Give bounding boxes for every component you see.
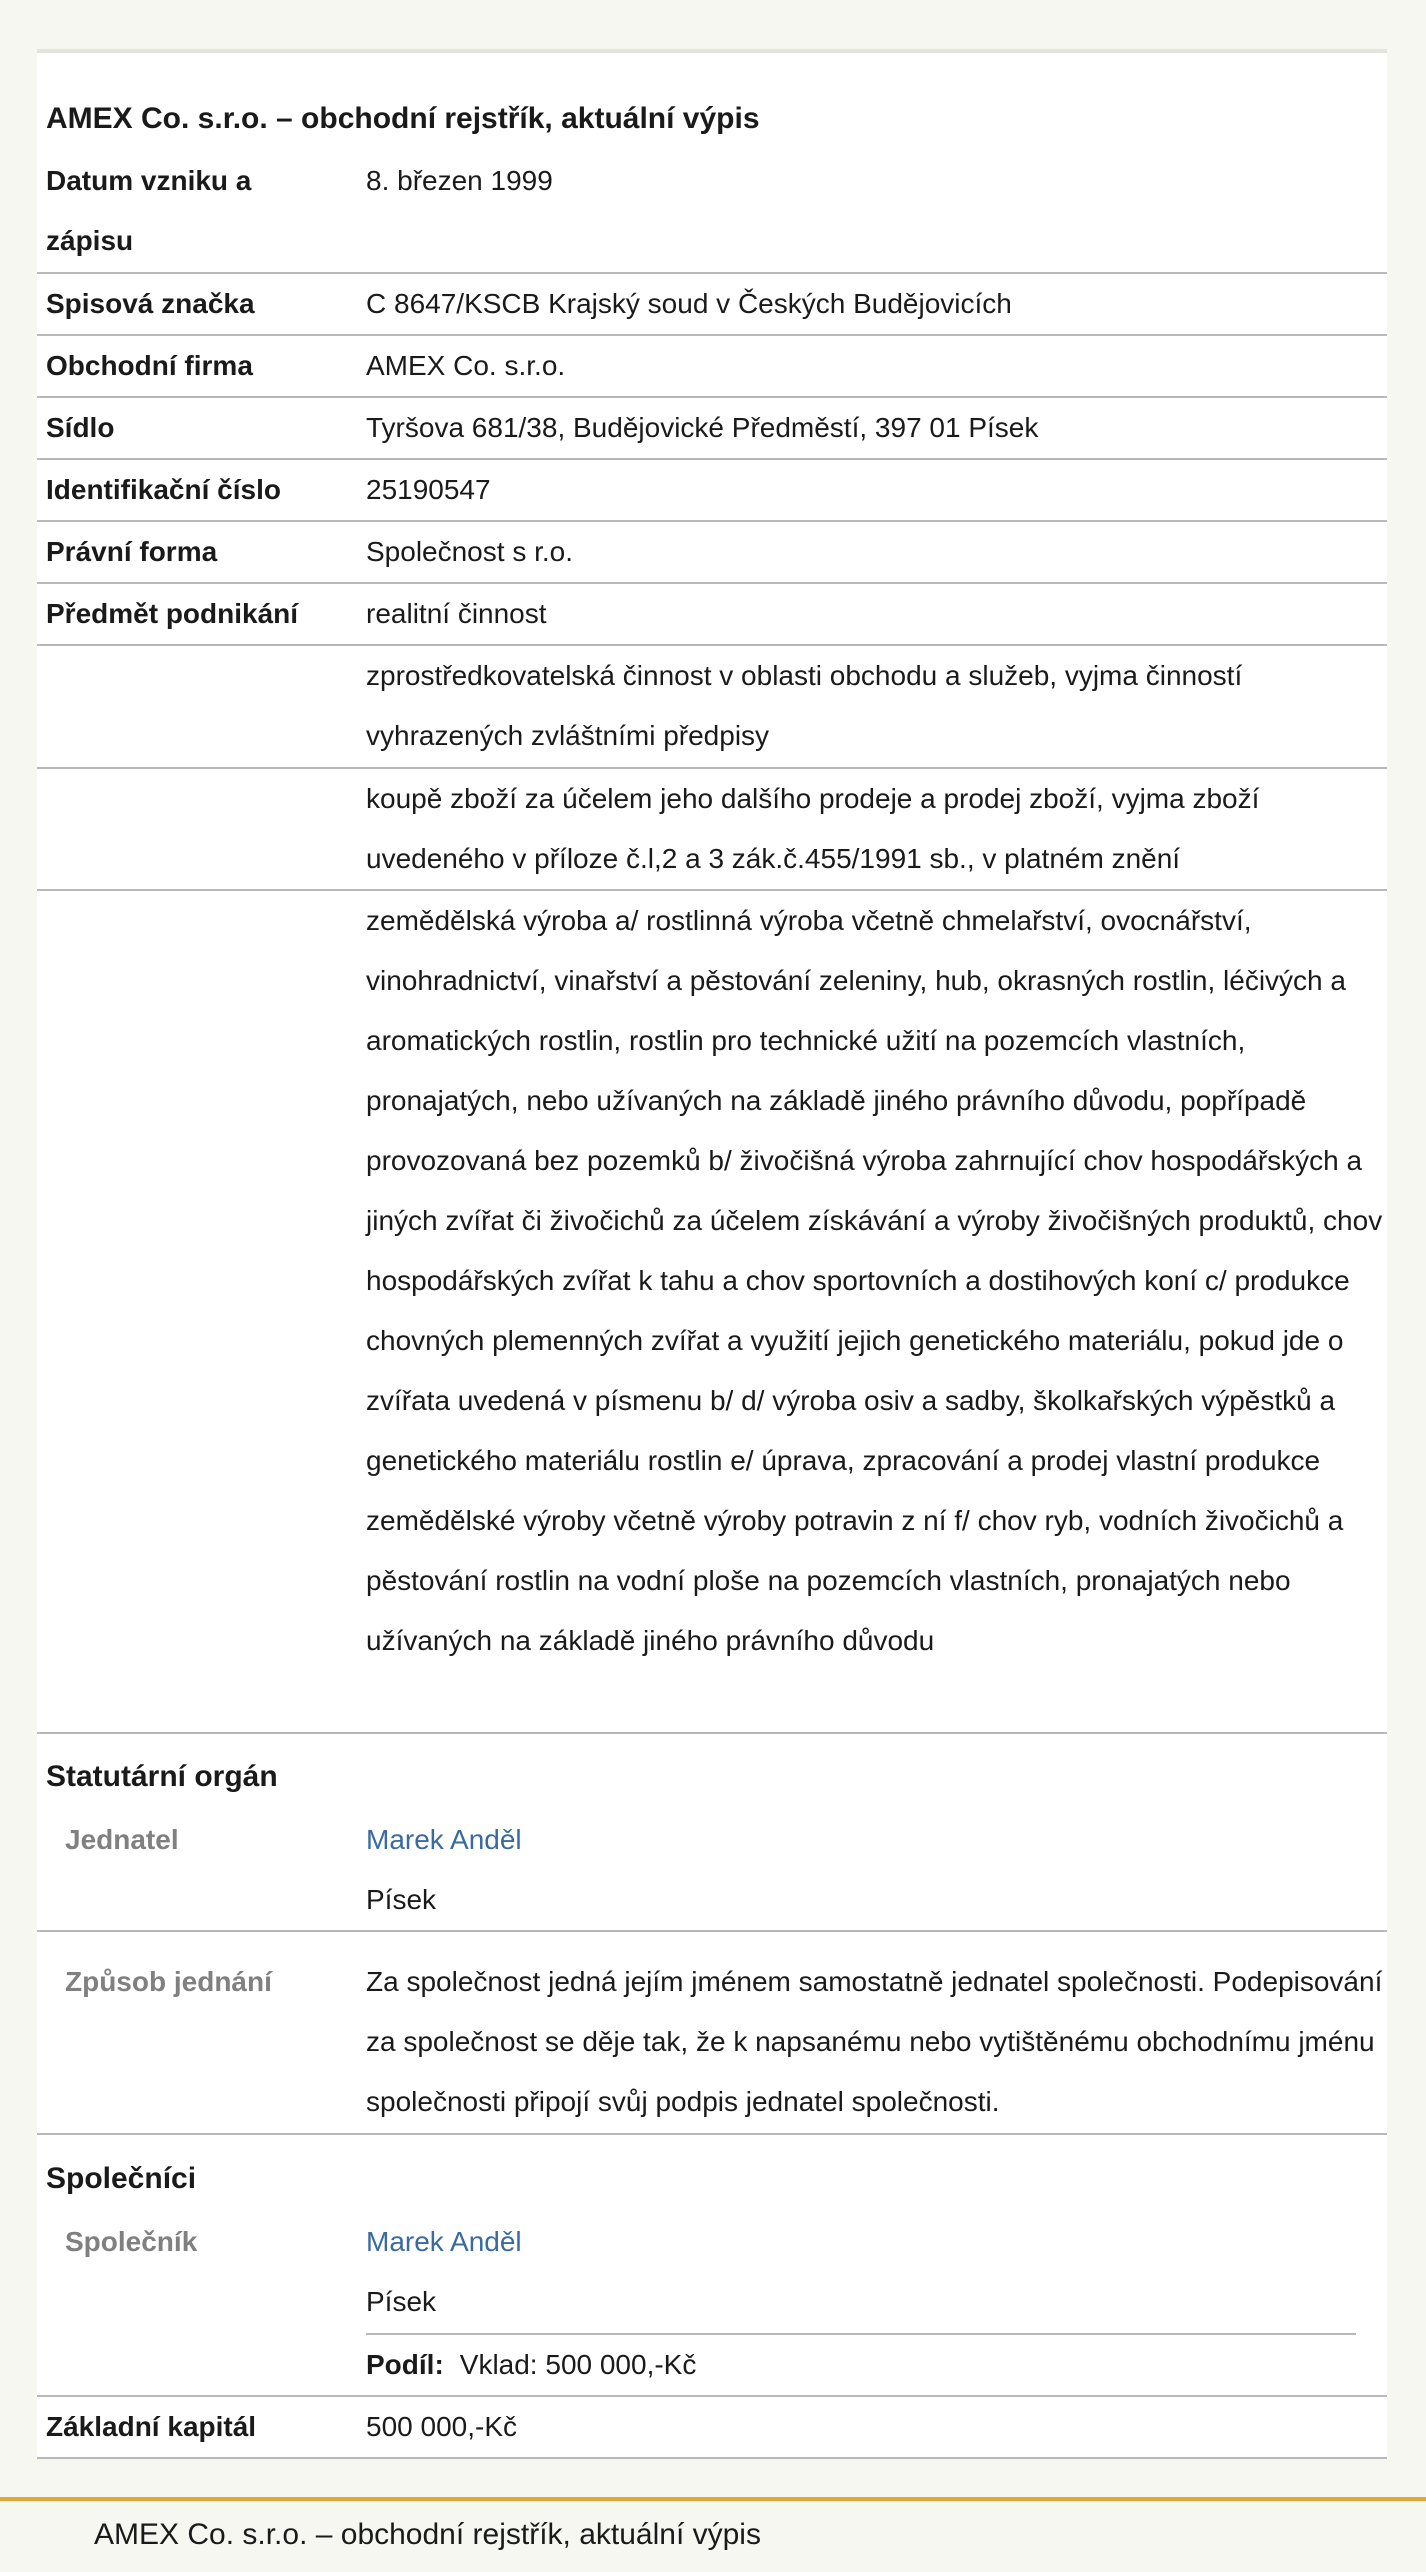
predmet-item: zprostředkovatelská činnost v oblasti obchodu a služeb, vyjma činností vyhrazených zvláštními předpisy [366, 660, 1243, 751]
ico-value: 25190547 [366, 474, 491, 505]
divider [37, 2133, 1387, 2135]
forma-label: Právní forma [46, 536, 218, 567]
spisova-label: Spisová značka [46, 288, 255, 319]
podil-row [366, 2335, 1387, 2395]
spolecnik-value [366, 2212, 1387, 2332]
zpusob-label: Způsob jednání [65, 1966, 272, 1997]
predmet-item: koupě zboží za účelem jeho dalšího prodeje a prodej zboží, vyjma zboží uvedeného v příloze č.l,2 a 3 zák.č.455/1991 sb., v platném znění [366, 783, 1260, 874]
page-title: AMEX Co. s.r.o. – obchodní rejstřík, aktuální výpis [46, 102, 760, 135]
jednatel-city: Písek [366, 1884, 437, 1915]
forma-value: Společnost s r.o. [366, 536, 574, 567]
spolecnik-city: Písek [366, 2286, 437, 2317]
zpusob-value: Za společnost jedná jejím jménem samostatně jednatel společnosti. Podepisování za společnost se děje tak, že k napsanému nebo vytištěnému obchodnímu jménu společnosti připojí svůj podpis jednatel společnosti. [366, 1966, 1383, 2117]
spolecnik-name-link[interactable]: Marek Anděl [366, 2226, 522, 2257]
sidlo-label: Sídlo [46, 412, 115, 443]
datum-label: Datum vzniku a zápisu [46, 165, 252, 256]
divider [37, 2457, 1387, 2459]
predmet-item: zemědělská výroba a/ rostlinná výroba včetně chmelařství, ovocnářství, vinohradnictví, vinařství a pěstování zeleniny, hub, okrasných rostlin, léčivých a aromatických rostlin, rostlin pro technické užití na pozemcích vlastních, pronajatých, nebo užívaných na základě jiného právního důvodu, popřípadě provozovaná bez pozemků b/ živočišná výroba zahrnující chov hospodářských a jiných zvířat či živočichů za účelem získávání a výroby živočišných produktů, chov hospodářských zvířat k tahu a chov sportovních a dostihových koní c/ produkce chovných plemenných zvířat a využití jejich genetického materiálu, pokud jde o zvířata uvedená v písmenu b/ d/ výroba osiv a sadby, školkařských výpěstků a genetického materiálu rostlin e/ úprava, zpracování a prodej vlastní produkce zemědělské výroby včetně výroby potravin z ní f/ chov ryb, vodních živočichů a pěstování rostlin na vodní ploše na pozemcích vlastních, pronajatých nebo užívaných na základě jiného právního důvodu [366, 905, 1383, 1656]
firma-value: AMEX Co. s.r.o. [366, 350, 566, 381]
kapital-value: 500 000,-Kč [366, 2411, 517, 2442]
spolecnik-label: Společník [65, 2226, 198, 2257]
spolecnici-heading: Společníci [46, 2162, 197, 2195]
jednatel-value [366, 1810, 1387, 1930]
divider [37, 1930, 1387, 1932]
podil-label: Podíl: [366, 2349, 444, 2380]
firma-label: Obchodní firma [46, 350, 253, 381]
kapital-label: Základní kapitál [46, 2411, 257, 2442]
podil-value: Vklad: 500 000,-Kč [459, 2349, 697, 2380]
sidlo-value: Tyršova 681/38, Budějovické Předměstí, 397 01 Písek [366, 412, 1039, 443]
footer-divider [0, 2497, 1426, 2501]
datum-value: 8. březen 1999 [366, 165, 553, 196]
jednatel-name-link[interactable]: Marek Anděl [366, 1824, 522, 1855]
registry-card [37, 53, 1387, 2458]
divider [37, 1732, 1387, 1734]
predmet-label: Předmět podnikání [46, 598, 299, 629]
predmet-item: realitní činnost [366, 598, 547, 629]
ico-label: Identifikační číslo [46, 474, 281, 505]
spisova-value: C 8647/KSCB Krajský soud v Českých Budějovicích [366, 288, 1012, 319]
footer-title: AMEX Co. s.r.o. – obchodní rejstřík, aktuální výpis [94, 2518, 761, 2551]
jednatel-label: Jednatel [65, 1824, 179, 1855]
statutarni-heading: Statutární orgán [46, 1760, 278, 1793]
